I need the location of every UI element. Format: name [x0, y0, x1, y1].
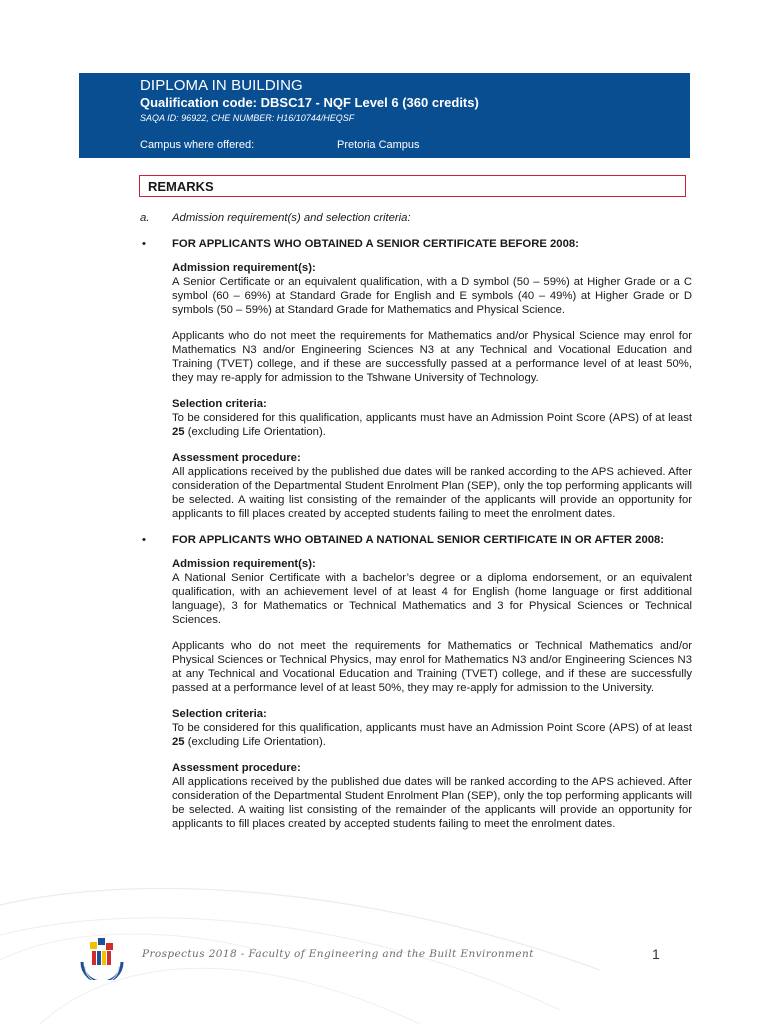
bullet-icon: • — [142, 534, 146, 546]
item-a-marker: a. — [140, 212, 150, 224]
bullet-icon: • — [142, 238, 146, 250]
campus-label: Campus where offered: — [140, 139, 255, 151]
qualification-header — [79, 73, 690, 158]
selection-title: Selection criteria: — [172, 708, 267, 720]
section-heading-text: FOR APPLICANTS WHO OBTAINED A NATIONAL SENIOR CERTIFICATE IN OR AFTER 2008: — [172, 534, 665, 546]
selection-text — [172, 721, 692, 749]
campus-value: Pretoria Campus — [337, 139, 420, 151]
saqa-id: SAQA ID: 96922, CHE NUMBER: H16/10744/HEQSF — [140, 113, 355, 123]
section-senior-certificate — [140, 237, 692, 521]
assessment-title: Assessment procedure: — [172, 762, 301, 774]
page-number: 1 — [652, 946, 660, 962]
selection-text-post: (excluding Life Orientation). — [184, 736, 326, 748]
aps-score: 25 — [172, 736, 185, 748]
selection-title: Selection criteria: — [172, 398, 267, 410]
aps-score: 25 — [172, 426, 185, 438]
alternative-text: Applicants who do not meet the requirements for Mathematics or Technical Mathematics and/or Physical Sciences or Technical Physics, may enrol for Mathematics N3 and/or Engineering Sciences N3 at any Technical and Vocational Education and Training (TVET) college, and if these are successfully passed at a performance level of at least 50%, they may re-apply for admission to the University. — [172, 640, 692, 694]
section-national-senior-certificate — [140, 533, 692, 831]
remarks-content — [140, 211, 692, 843]
footer-text: Prospectus 2018 - Faculty of Engineering and the Built Environment — [142, 948, 534, 960]
item-a-text: Admission requirement(s) and selection criteria: — [172, 212, 411, 224]
admission-text: A Senior Certificate or an equivalent qualification, with a D symbol (50 – 59%) at Higher Grade or a C symbol (60 – 69%) at Standard Grade for English and E symbols (40 – 49%) at Higher Grade or D symbols (50 – 59%) at Standard Grade for Mathematics and Physical Science. — [172, 276, 692, 316]
section-heading-text: FOR APPLICANTS WHO OBTAINED A SENIOR CERTIFICATE BEFORE 2008: — [172, 238, 579, 250]
remarks-box — [139, 175, 686, 197]
section-heading — [140, 237, 692, 251]
admission-title: Admission requirement(s): — [172, 262, 316, 274]
selection-text-pre: To be considered for this qualification, applicants must have an Admission Point Score (APS) of at least — [172, 722, 692, 734]
admission-text: A National Senior Certificate with a bachelor’s degree or a diploma endorsement, or an equivalent qualification, with an achievement level of at least 4 for English (home language or first additional language), 3 for Mathematics or Technical Mathematics and 3 for Physical Sciences or Technical Sciences. — [172, 572, 692, 626]
alternative-text: Applicants who do not meet the requirements for Mathematics and/or Physical Science may enrol for Mathematics N3 and/or Engineering Sciences N3 at any Technical and Vocational Education and Training (TVET) college, and if these are successfully passed at a performance level of at least 50%, they may re-apply for admission to the Tshwane University of Technology. — [172, 330, 692, 384]
assessment-text: All applications received by the published due dates will be ranked according to the APS achieved. After consideration of the Departmental Student Enrolment Plan (SEP), only the top performing applicants will be selected. A waiting list consisting of the remainder of the applicants will provide an opportunity for applicants to fill places created by accepted students failing to meet the enrolment dates. — [172, 776, 692, 830]
selection-text-pre: To be considered for this qualification, applicants must have an Admission Point Score (APS) of at least — [172, 412, 692, 424]
selection-text-post: (excluding Life Orientation). — [184, 426, 326, 438]
selection-text — [172, 411, 692, 439]
tut-logo-icon — [76, 932, 128, 980]
assessment-title: Assessment procedure: — [172, 452, 301, 464]
qualification-title: DIPLOMA IN BUILDING — [140, 77, 303, 94]
admission-title: Admission requirement(s): — [172, 558, 316, 570]
assessment-text: All applications received by the published due dates will be ranked according to the APS achieved. After consideration of the Departmental Student Enrolment Plan (SEP), only the top performing applicants will be selected. A waiting list consisting of the remainder of the applicants will provide an opportunity for applicants to fill places created by accepted students failing to meet the enrolment dates. — [172, 466, 692, 520]
section-heading — [140, 533, 692, 547]
item-a — [140, 211, 692, 225]
qualification-code: Qualification code: DBSC17 - NQF Level 6 (360 credits) — [140, 95, 479, 110]
remarks-label: REMARKS — [148, 179, 214, 194]
